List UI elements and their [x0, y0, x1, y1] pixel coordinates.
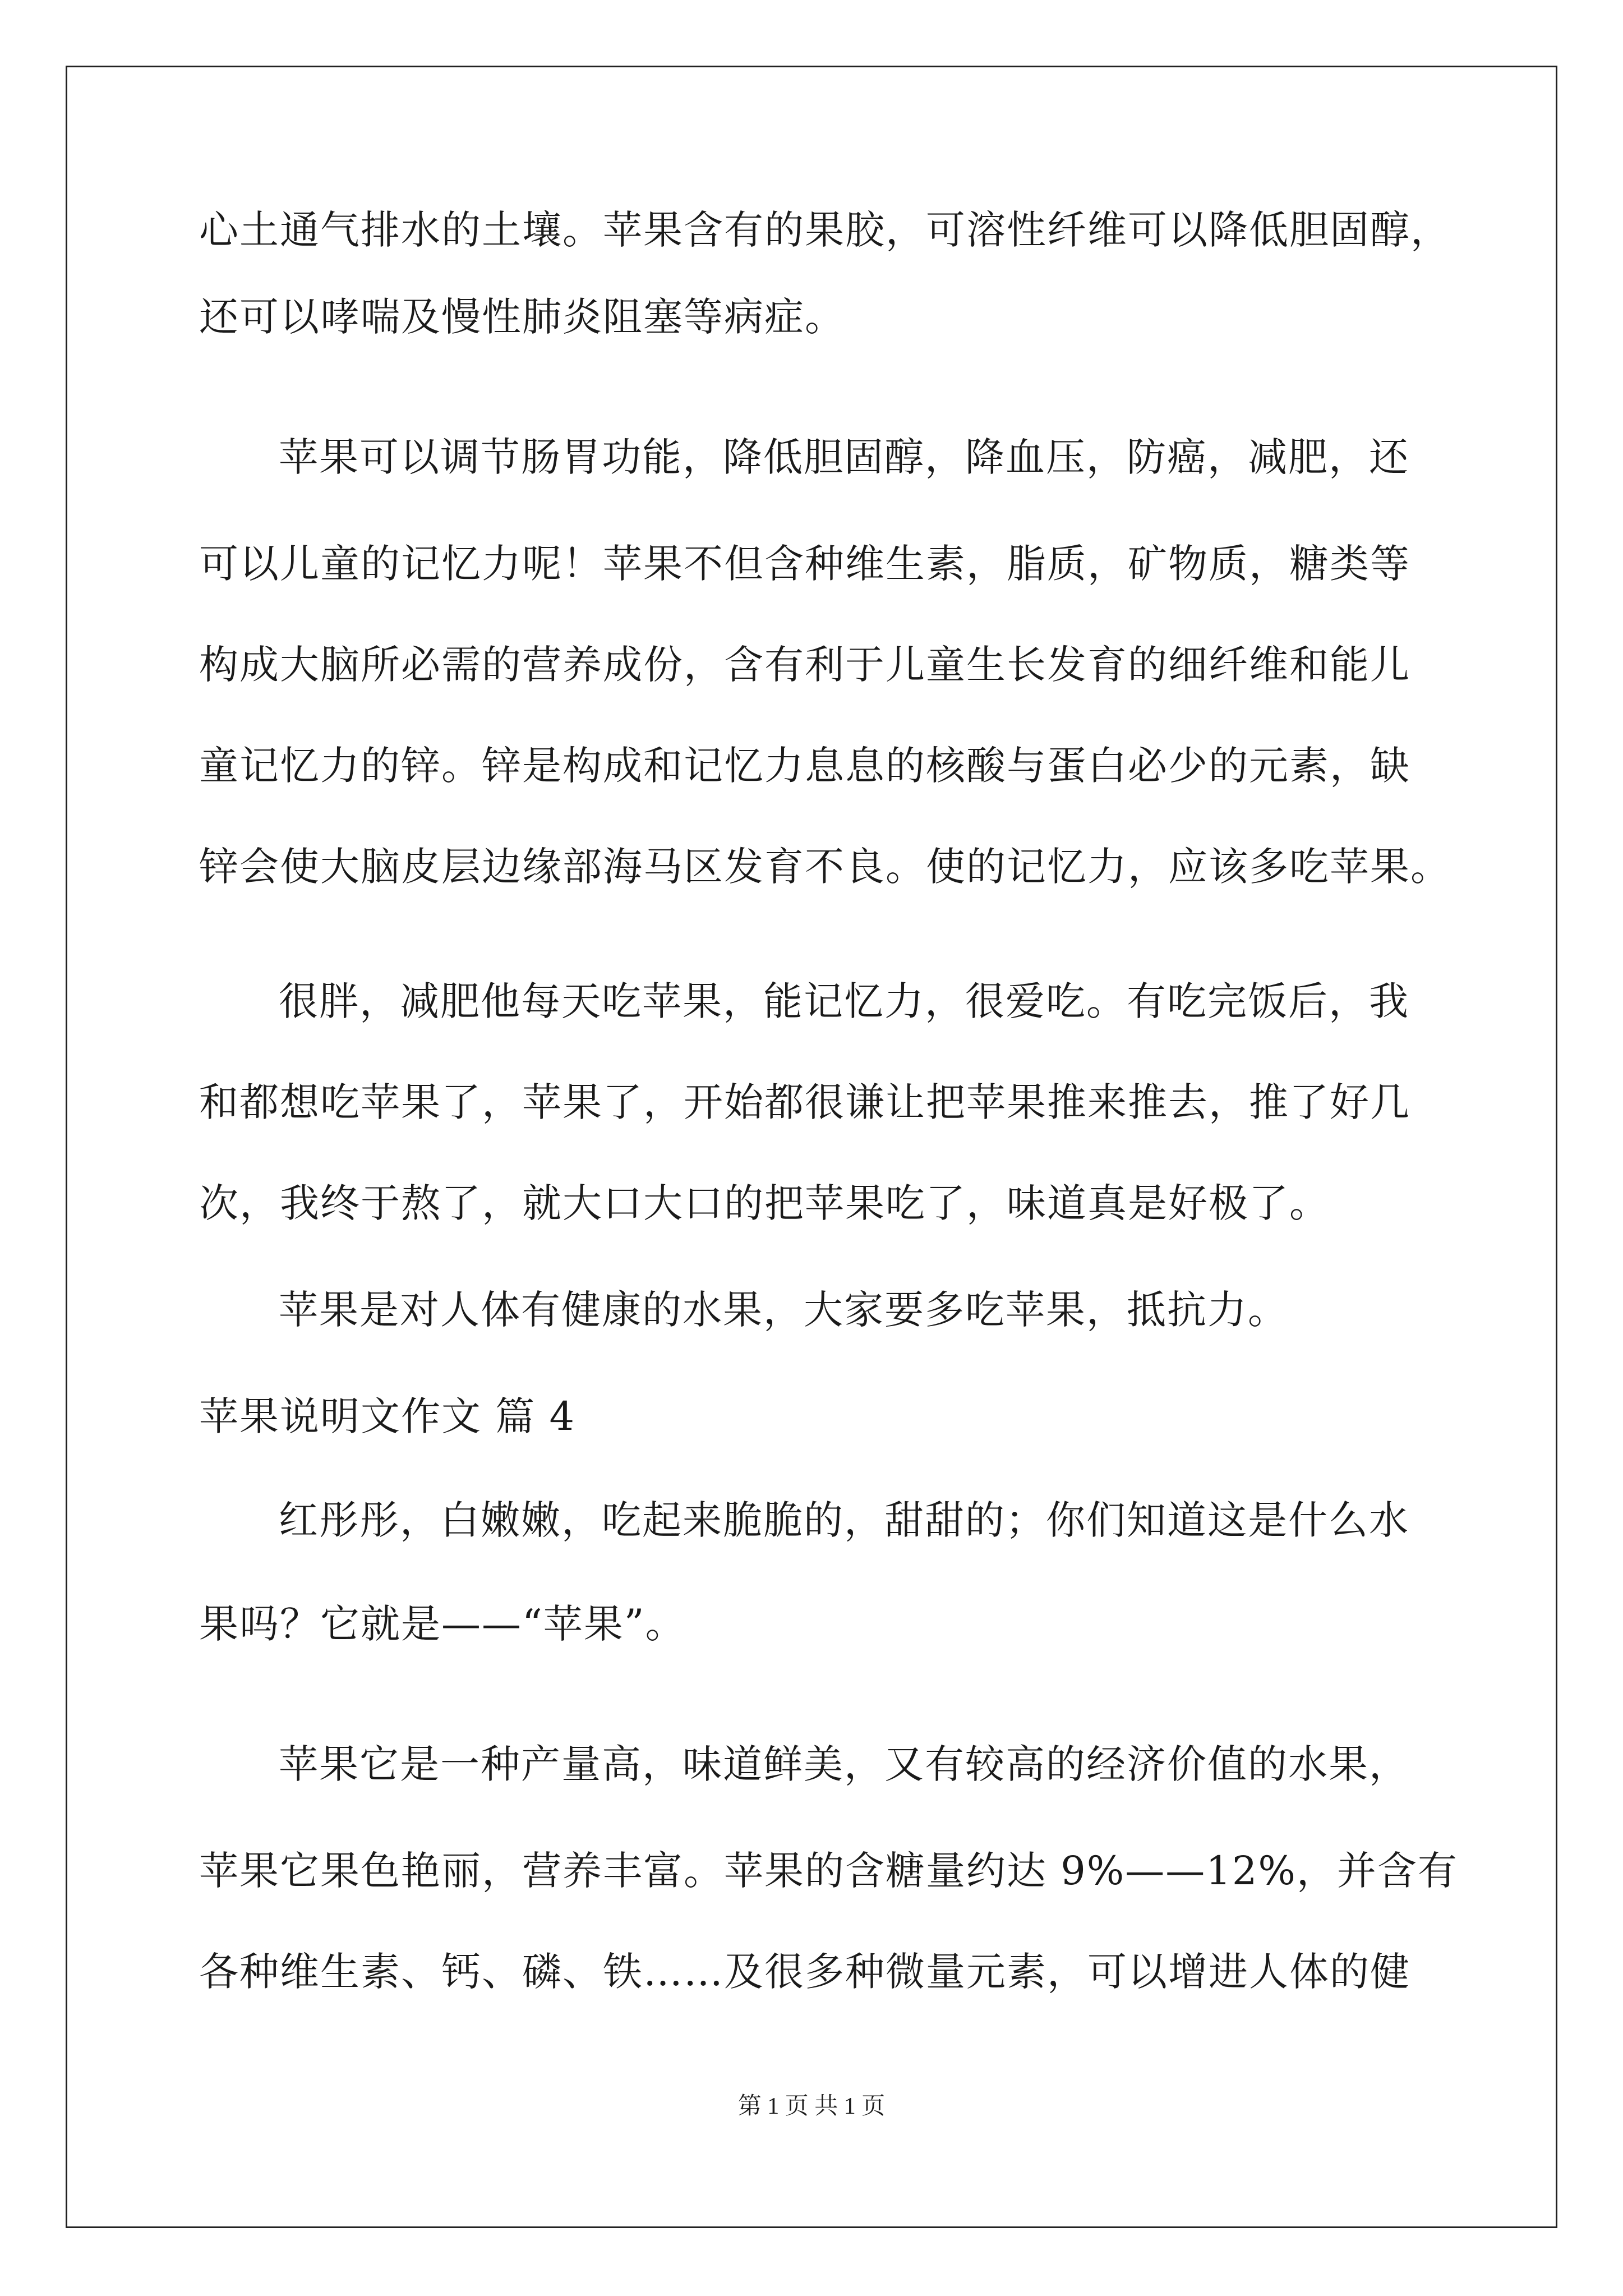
text-line: 构成大脑所必需的营养成份，含有利于儿童生长发育的细纤维和能儿	[199, 642, 1410, 688]
text-line: 童记忆力的锌。锌是构成和记忆力息息的核酸与蛋白必少的元素，缺	[199, 743, 1410, 789]
section-heading: 苹果说明文作文 篇 4	[199, 1393, 576, 1439]
text-line: 苹果它果色艳丽，营养丰富。苹果的含糖量约达 9%——12%，并含有	[199, 1848, 1458, 1894]
text-line: 心土通气排水的土壤。苹果含有的果胶，可溶性纤维可以降低胆固醇，	[199, 207, 1451, 253]
text-line: 各种维生素、钙、磷、铁……及很多种微量元素，可以增进人体的健	[199, 1949, 1410, 1995]
text-line: 还可以哮喘及慢性肺炎阻塞等病症。	[199, 294, 845, 340]
text-line: 可以儿童的记忆力呢！苹果不但含种维生素，脂质，矿物质，糖类等	[199, 541, 1410, 587]
text-line: 苹果它是一种产量高，味道鲜美，又有较高的经济价值的水果，	[279, 1741, 1409, 1787]
page-border	[66, 66, 1557, 2228]
text-line: 红彤彤，白嫩嫩，吃起来脆脆的，甜甜的；你们知道这是什么水	[279, 1497, 1409, 1543]
page-footer: 第 1 页 共 1 页	[737, 2093, 886, 2119]
text-line: 很胖，减肥他每天吃苹果，能记忆力，很爱吃。有吃完饭后，我	[279, 978, 1409, 1024]
text-line: 果吗？它就是——“苹果”。	[199, 1601, 686, 1647]
text-line: 苹果可以调节肠胃功能，降低胆固醇，降血压，防癌，减肥，还	[279, 434, 1409, 480]
text-line: 苹果是对人体有健康的水果，大家要多吃苹果，抵抗力。	[279, 1287, 1288, 1333]
text-line: 锌会使大脑皮层边缘部海马区发育不良。使的记忆力，应该多吃苹果。	[199, 844, 1451, 890]
text-line: 次，我终于熬了，就大口大口的把苹果吃了，味道真是好极了。	[199, 1180, 1330, 1226]
text-line: 和都想吃苹果了，苹果了，开始都很谦让把苹果推来推去，推了好几	[199, 1079, 1410, 1125]
